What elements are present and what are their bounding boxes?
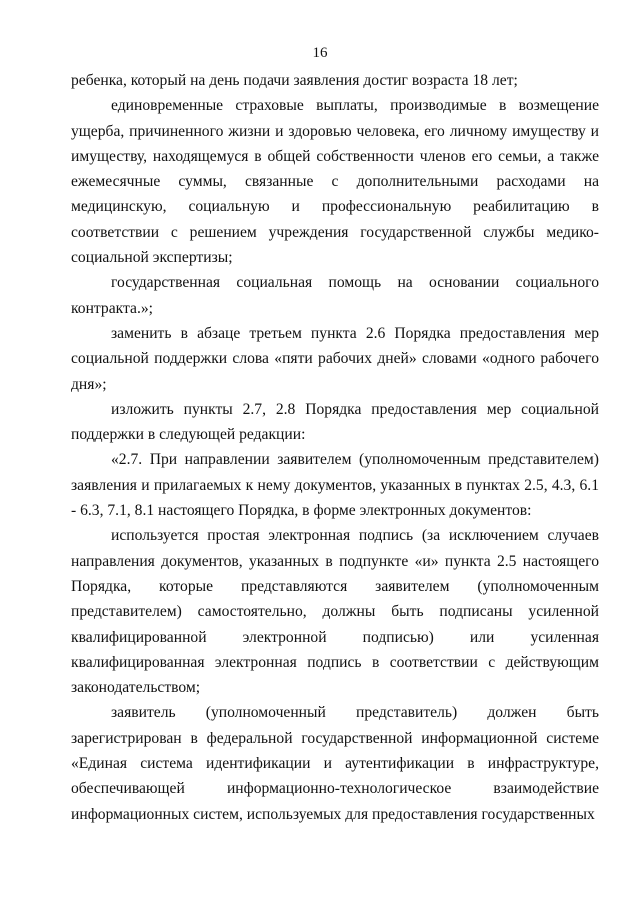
paragraph-restate-points: изложить пункты 2.7, 2.8 Порядка предоставления мер социальной поддержки в следующей редакции:	[71, 400, 599, 444]
paragraph-applicant-registration: заявитель (уполномоченный представитель) должен быть зарегистрирован в федеральной государственной информационной системе «Единая система идентификации и аутентификации в инфраструктуре, обеспечивающей информационно-технологическое взаимодействие информационных систем, используемых для предоставления государственных	[71, 704, 599, 823]
document-body	[71, 68, 599, 827]
paragraph-electronic-signature: используется простая электронная подпись (за исключением случаев направления документов, указанных в подпункте «и» пункта 2.5 настоящего Порядка, которые представляются заявителем (уполномоченным представителем) самостоятельно, должны быть подписаны усиленной квалифицированной электронной подписью) или усиленная квалифицированная электронная подпись в соответствии с действующим законодательством;	[71, 527, 599, 697]
paragraph-replace-clause: заменить в абзаце третьем пункта 2.6 Порядка предоставления мер социальной поддержки слова «пяти рабочих дней» словами «одного рабочего дня»;	[71, 324, 599, 393]
paragraph-state-social-aid: государственная социальная помощь на основании социального контракта.»;	[71, 274, 599, 317]
page-number: 16	[312, 45, 328, 61]
paragraph-point-2-7: «2.7. При направлении заявителем (уполномоченным представителем) заявления и прилагаемых к нему документов, указанных в пунктах 2.5, 4.3, 6.1 - 6.3, 7.1, 8.1 настоящего Порядка, в форме электронных документов:	[71, 451, 599, 520]
paragraph-insurance-payments: единовременные страховые выплаты, производимые в возмещение ущерба, причиненного жизни и здоровью человека, его личному имуществу и имуществу, находящемуся в общей собственности членов его семьи, а также ежемесячные суммы, связанные с дополнительными расходами на медицинскую, социальную и профессиональную реабилитацию в соответствии с решением учреждения государственной службы медико-социальной экспертизы;	[71, 97, 599, 267]
paragraph-continuation: ребенка, который на день подачи заявления достиг возраста 18 лет;	[71, 72, 518, 89]
